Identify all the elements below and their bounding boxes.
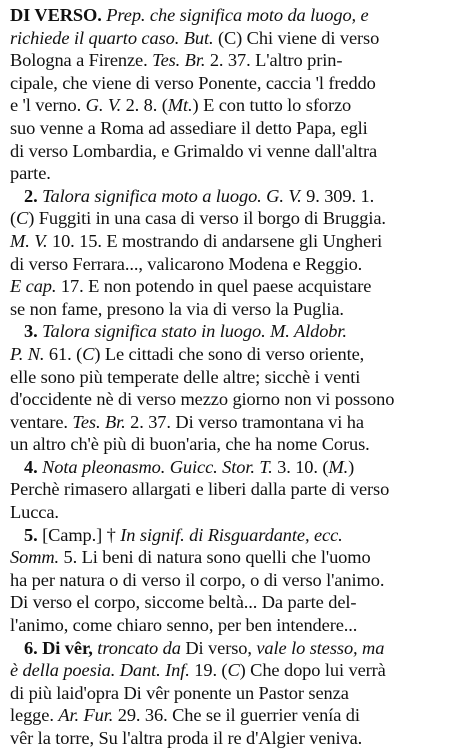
entry-line: 6. Di vêr, troncato da Di verso, vale lo stesso, ma <box>24 637 385 658</box>
entry-line: (C) Fuggiti in una casa di verso il borgo di Bruggia. <box>10 208 386 229</box>
entry-line: cipale, che viene di verso Ponente, caccia 'l freddo <box>10 72 376 93</box>
entry-line: legge. Ar. Fur. 29. 36. Che se il guerrier venía di <box>10 705 360 726</box>
entry-line: e 'l verno. G. V. 2. 8. (Mt.) E con tutto lo sforzo <box>10 95 352 116</box>
sense-2 <box>10 185 462 321</box>
entry-line: elle sono più temperate delle altre; sicchè i venti <box>10 366 361 387</box>
entry-line: un altro ch'è più di buon'aria, che ha nome Corus. <box>10 434 370 455</box>
entry-line: se non fame, presono la via di verso la Puglia. <box>10 298 344 319</box>
entry-line: suo venne a Roma ad assediare il detto Papa, egli <box>10 117 368 138</box>
entry-line: M. V. 10. 15. E mostrando di andarsene gli Ungheri <box>10 230 383 251</box>
entry-line: Perchè rimasero allargati e liberi dalla parte di verso <box>10 479 390 500</box>
entry-line: E cap. 17. E non potendo in quel paese acquistare <box>10 276 372 297</box>
entry-line: P. N. 61. (C) Le cittadi che sono di verso oriente, <box>10 343 365 364</box>
sense-number: 4. <box>24 456 38 477</box>
entry-definition <box>10 4 462 185</box>
entry-line: vêr la torre, Su l'altra proda il re d'Algier veniva. <box>10 728 363 748</box>
sense-number: 3. <box>24 321 38 342</box>
headword: DI VERSO. <box>10 5 102 25</box>
entry-line: di verso Lombardia, e Grimaldo vi venne dall'altra <box>10 140 378 161</box>
entry-line: è della poesia. Dant. Inf. 19. (C) Che dopo lui verrà <box>10 660 386 681</box>
sense-4 <box>10 456 462 524</box>
entry-line: parte. <box>10 163 51 184</box>
sense-number: 5. <box>24 524 38 545</box>
entry-line: Di verso el corpo, siccome beltà... Da parte del- <box>10 592 357 613</box>
entry-line: 3. Talora significa stato in luogo. M. Aldobr. <box>24 321 347 342</box>
entry-line: richiede il quarto caso. But. (C) Chi viene di verso <box>10 27 380 48</box>
entry-line: DI VERSO. Prep. che significa moto da luogo, e <box>10 5 369 25</box>
entry-line: Somm. 5. Li beni di natura sono quelli che l'uomo <box>10 547 371 568</box>
entry-line: di più laid'opra Di vêr ponente un Pastor senza <box>10 682 349 703</box>
sense-number: 2. <box>24 185 38 206</box>
entry-line: 5. [Camp.] † In signif. di Risguardante, ecc. <box>24 524 343 545</box>
entry-line: Bologna a Firenze. Tes. Br. 2. 37. L'altro prin- <box>10 50 343 71</box>
entry-line: d'occidente nè di verso mezzo giorno non vi possono <box>10 389 395 410</box>
entry-line: Lucca. <box>10 502 59 523</box>
sense-5 <box>10 524 462 637</box>
entry-line: l'animo, come chiaro senno, per ben intendere... <box>10 615 358 636</box>
sense-number: 6. <box>24 637 38 658</box>
sense-3 <box>10 320 462 456</box>
entry-line: ventare. Tes. Br. 2. 37. Di verso tramontana vi ha <box>10 411 364 432</box>
entry-line: 2. Talora significa moto a luogo. G. V. 9. 309. 1. <box>24 185 375 206</box>
sense-6 <box>10 637 462 750</box>
entry-line: ha per natura o di verso il corpo, o di verso l'animo. <box>10 569 385 590</box>
entry-line: di verso Ferrara..., valicarono Modena e Reggio. <box>10 253 363 274</box>
entry-line: 4. Nota pleonasmo. Guicc. Stor. T. 3. 10. (M.) <box>24 456 355 477</box>
